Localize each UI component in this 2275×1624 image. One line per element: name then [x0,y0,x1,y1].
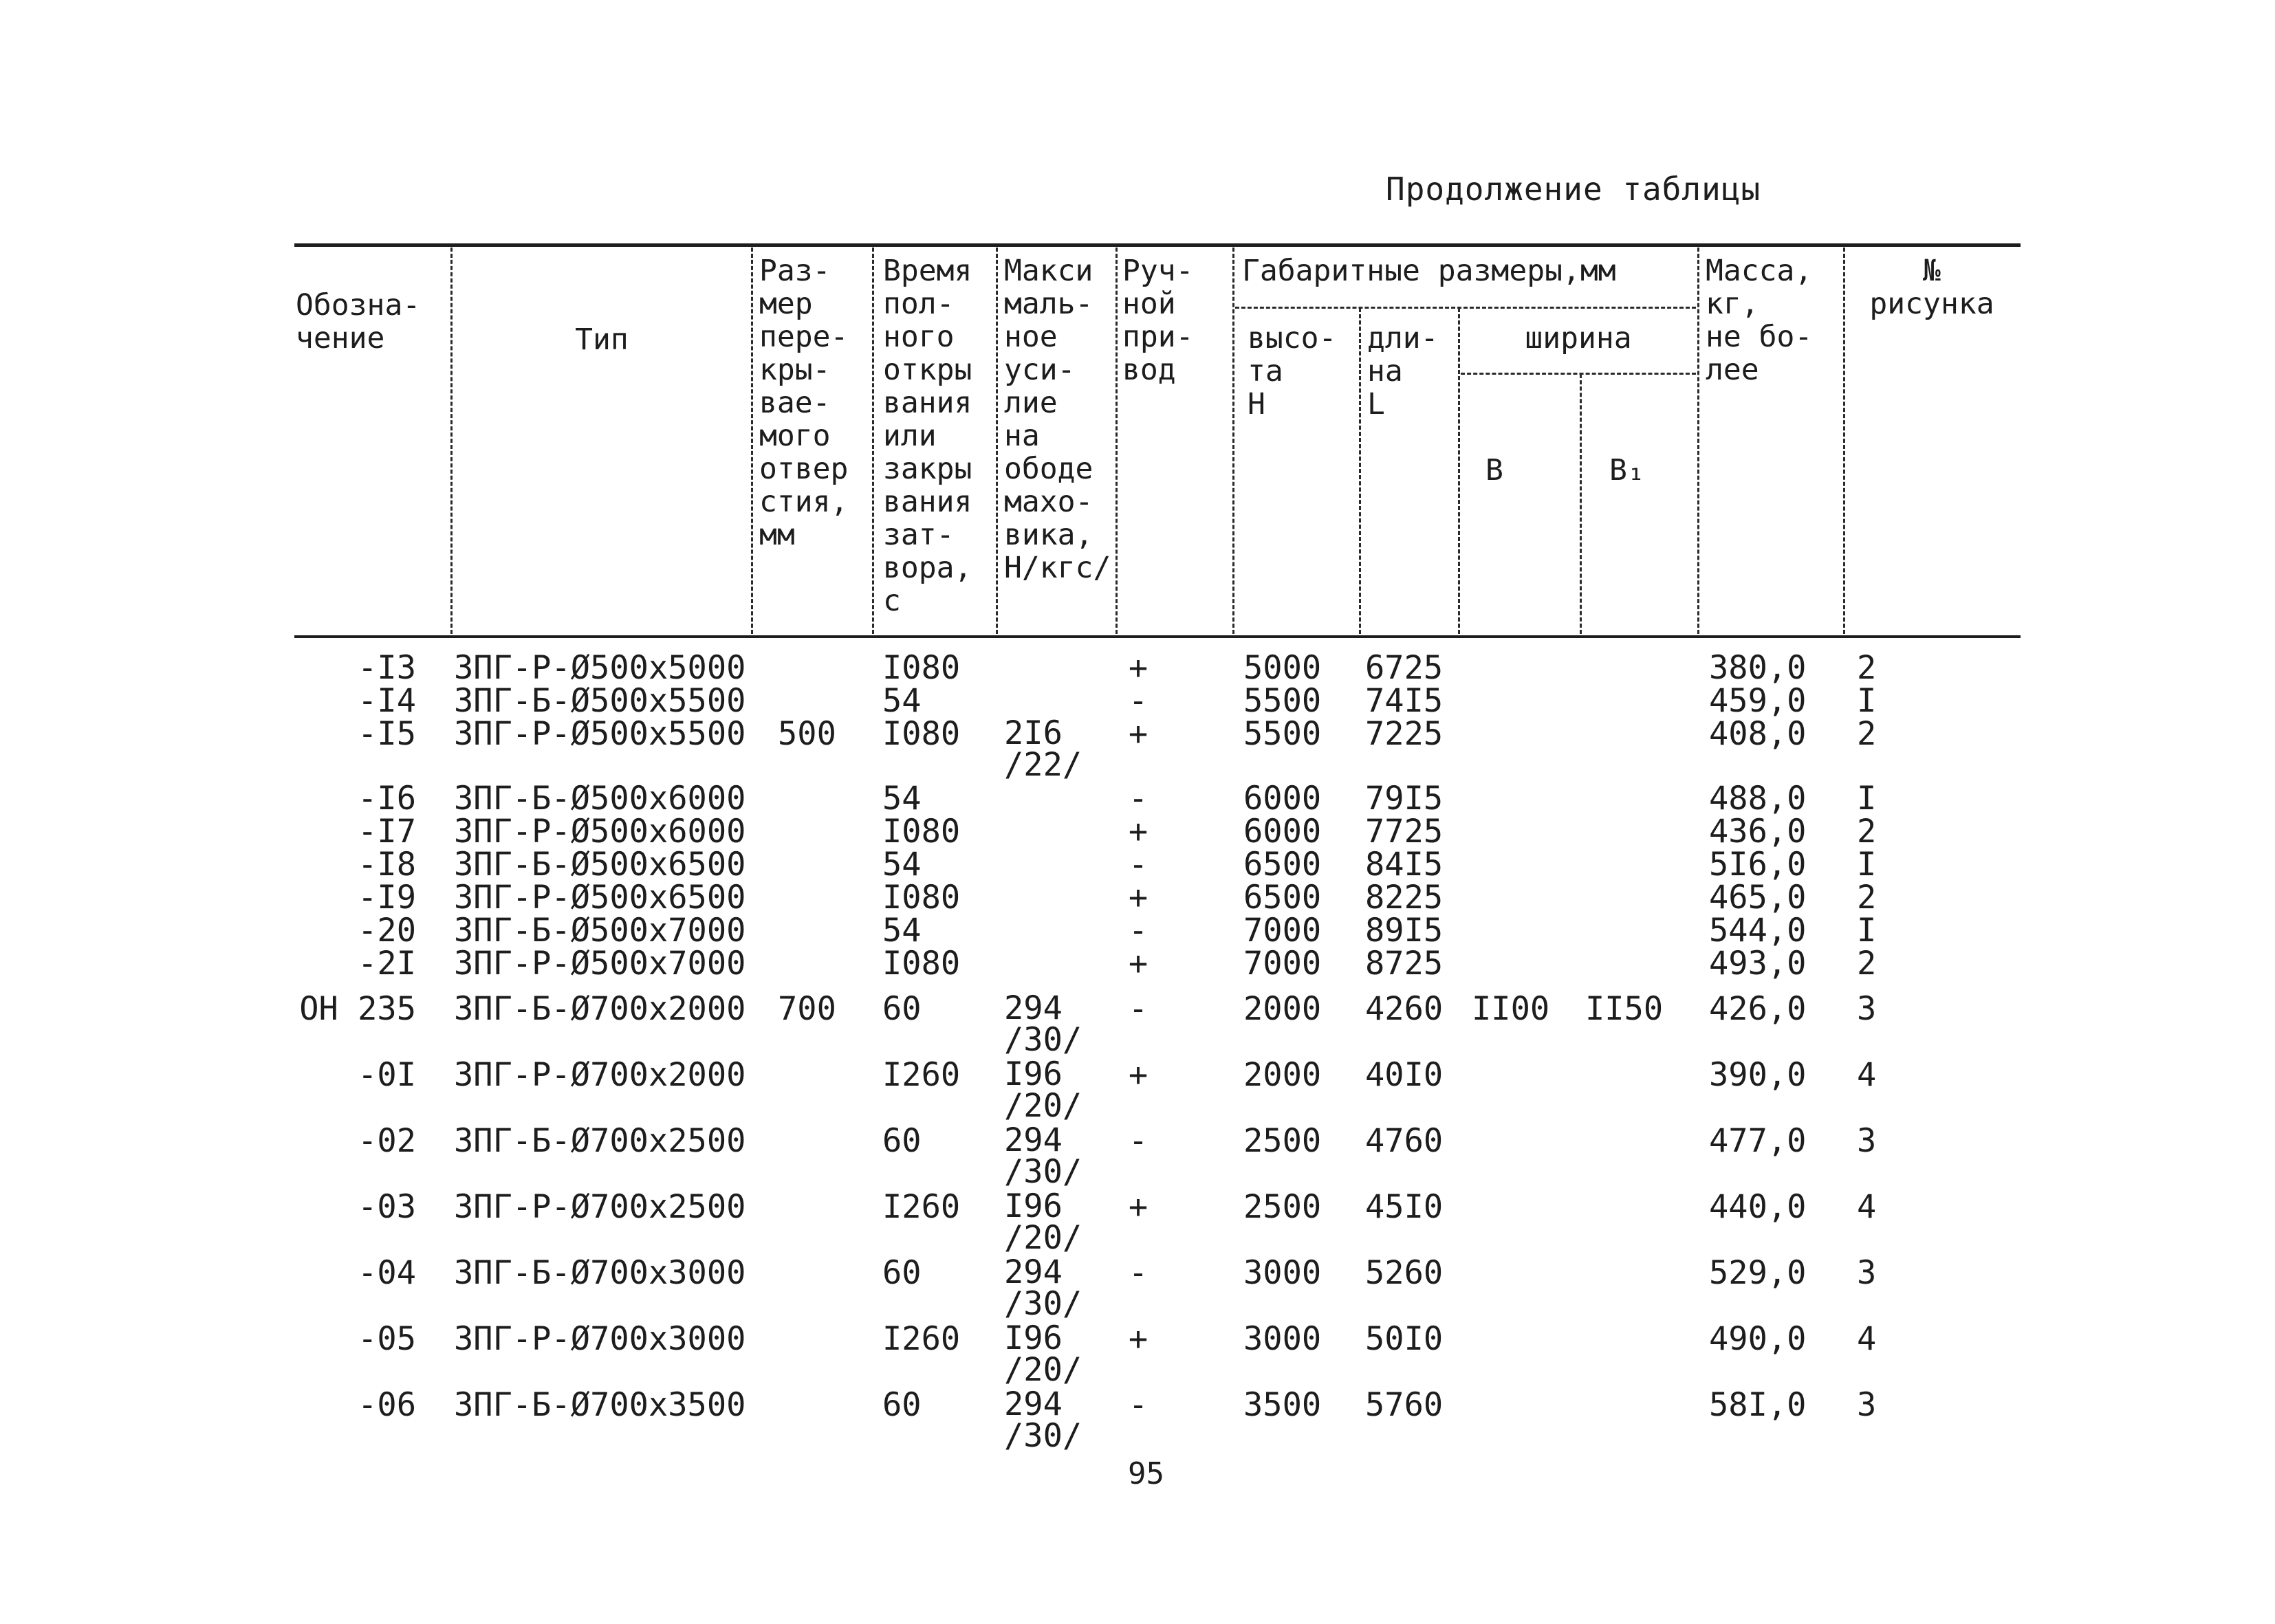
cell-time: I260 [882,1320,961,1358]
cell-designation: -06 [358,1386,416,1424]
cell-manual-drive: + [1128,1188,1149,1226]
cell-mass: 544,0 [1709,912,1807,950]
cell-length: 89I5 [1365,912,1444,950]
column-divider [872,248,874,634]
cell-type: ЗПГ-Б-Ø700х3500 [454,1386,746,1424]
header-designation: Обозна- чение [296,289,421,355]
cell-max-force: 294 /30/ [1004,1385,1082,1455]
cell-figure: 3 [1857,990,1877,1028]
cell-manual-drive: - [1128,912,1149,950]
cell-time: I260 [882,1188,961,1226]
cell-length: 8725 [1365,945,1444,983]
column-divider [450,248,453,634]
cell-length: 40I0 [1365,1056,1444,1094]
cell-manual-drive: - [1128,1254,1149,1292]
cell-height: 2000 [1243,990,1322,1028]
cell-type: ЗПГ-Р-Ø500х6500 [454,879,746,917]
header-type: Тип [575,323,629,356]
cell-max-force: I96 /20/ [1004,1319,1082,1389]
cell-height: 3000 [1243,1320,1322,1358]
header-figure-number: № рисунка [1869,254,1994,320]
header-bottom-rule [294,635,2021,638]
cell-height: 2000 [1243,1056,1322,1094]
cell-mass: 390,0 [1709,1056,1807,1094]
column-divider [1232,248,1234,634]
cell-time: 60 [882,1122,922,1160]
cell-manual-drive: + [1128,1056,1149,1094]
cell-figure: I [1857,682,1877,720]
column-divider [1580,374,1582,634]
cell-type: ЗПГ-Р-Ø500х5000 [454,649,746,687]
column-divider [1843,248,1845,634]
cell-time: 54 [882,912,922,950]
cell-mass: 436,0 [1709,813,1807,851]
cell-time: 60 [882,990,922,1028]
cell-type: ЗПГ-Р-Ø500х6000 [454,813,746,851]
cell-height: 2500 [1243,1188,1322,1226]
column-divider [751,248,753,634]
cell-opening-size: 700 [778,990,836,1028]
cell-figure: 4 [1857,1188,1877,1226]
cell-opening-size: 500 [778,715,836,753]
header-time: Время пол- ного откры вания или закры вания зат- вора, с [883,254,972,617]
header-overall-dimensions: Габаритные размеры,мм [1242,254,1616,287]
cell-time: I080 [882,715,961,753]
cell-mass: 58I,0 [1709,1386,1807,1424]
cell-manual-drive: - [1128,846,1149,884]
cell-mass: 408,0 [1709,715,1807,753]
cell-length: 79I5 [1365,780,1444,818]
cell-type: ЗПГ-Б-Ø700х2500 [454,1122,746,1160]
cell-length: 8225 [1365,879,1444,917]
cell-length: 74I5 [1365,682,1444,720]
cell-designation: -I4 [358,682,416,720]
header-subrule [1235,307,1696,309]
cell-designation: -2I [358,945,416,983]
cell-type: ЗПГ-Б-Ø500х6500 [454,846,746,884]
cell-designation: -I8 [358,846,416,884]
cell-height: 6000 [1243,780,1322,818]
column-divider [1115,248,1118,634]
cell-type: ЗПГ-Р-Ø500х7000 [454,945,746,983]
cell-designation: -I5 [358,715,416,753]
cell-height: 6000 [1243,813,1322,851]
cell-designation: -0I [358,1056,416,1094]
cell-type: ЗПГ-Б-Ø700х3000 [454,1254,746,1292]
cell-time: I080 [882,879,961,917]
cell-figure: 2 [1857,945,1877,983]
header-manual-drive: Руч- ной при- вод [1122,254,1194,386]
header-max-force: Макси маль- ное уси- лие на ободе махо- вика, Н/кгс/ [1004,254,1111,584]
cell-mass: 380,0 [1709,649,1807,687]
cell-type: ЗПГ-Р-Ø700х3000 [454,1320,746,1358]
header-width-b: В [1485,454,1503,487]
cell-manual-drive: + [1128,715,1149,753]
cell-designation: -I9 [358,879,416,917]
cell-length: 50I0 [1365,1320,1444,1358]
header-opening-size: Раз- мер пере- кры- вае- мого отвер стия, мм [759,254,849,551]
cell-length: 6725 [1365,649,1444,687]
cell-width-b1: II50 [1585,990,1664,1028]
cell-time: 54 [882,780,922,818]
cell-height: 3000 [1243,1254,1322,1292]
cell-max-force: I96 /20/ [1004,1187,1082,1257]
cell-designation: -03 [358,1188,416,1226]
cell-figure: 3 [1857,1122,1877,1160]
cell-figure: I [1857,846,1877,884]
cell-max-force: 294 /30/ [1004,1121,1082,1191]
cell-figure: 2 [1857,715,1877,753]
cell-height: 5000 [1243,649,1322,687]
cell-designation: -20 [358,912,416,950]
cell-manual-drive: - [1128,1122,1149,1160]
cell-figure: 3 [1857,1386,1877,1424]
cell-figure: 3 [1857,1254,1877,1292]
cell-mass: 493,0 [1709,945,1807,983]
cell-length: 45I0 [1365,1188,1444,1226]
cell-mass: 440,0 [1709,1188,1807,1226]
cell-length: 4760 [1365,1122,1444,1160]
cell-mass: 5I6,0 [1709,846,1807,884]
column-divider [1458,308,1460,634]
header-length: дли- на L [1367,322,1439,421]
cell-height: 7000 [1243,945,1322,983]
cell-max-force: 294 /30/ [1004,1253,1082,1323]
header-subrule [1461,373,1696,375]
page-number: 95 [1128,1456,1164,1491]
cell-height: 3500 [1243,1386,1322,1424]
cell-figure: I [1857,780,1877,818]
cell-figure: 2 [1857,879,1877,917]
cell-height: 6500 [1243,879,1322,917]
cell-length: 84I5 [1365,846,1444,884]
cell-designation: -04 [358,1254,416,1292]
cell-type: ЗПГ-Р-Ø700х2000 [454,1056,746,1094]
cell-height: 5500 [1243,682,1322,720]
cell-designation: -05 [358,1320,416,1358]
cell-mass: 477,0 [1709,1122,1807,1160]
cell-max-force: 294 /30/ [1004,989,1082,1059]
cell-mass: 529,0 [1709,1254,1807,1292]
cell-manual-drive: - [1128,1386,1149,1424]
cell-time: I260 [882,1056,961,1094]
cell-figure: 2 [1857,813,1877,851]
cell-manual-drive: + [1128,879,1149,917]
cell-type: ЗПГ-Б-Ø500х6000 [454,780,746,818]
cell-type: ЗПГ-Р-Ø700х2500 [454,1188,746,1226]
cell-length: 5760 [1365,1386,1444,1424]
cell-time: 60 [882,1254,922,1292]
cell-height: 2500 [1243,1122,1322,1160]
column-divider [996,248,998,634]
cell-manual-drive: + [1128,945,1149,983]
cell-designation: -02 [358,1122,416,1160]
header-height: высо- та Н [1248,322,1337,421]
continued-caption: Продолжение таблицы [1386,171,1761,208]
cell-time: 54 [882,682,922,720]
cell-length: 7225 [1365,715,1444,753]
table-top-rule [294,243,2021,247]
cell-type: ЗПГ-Б-Ø500х5500 [454,682,746,720]
cell-mass: 459,0 [1709,682,1807,720]
cell-mass: 465,0 [1709,879,1807,917]
cell-length: 5260 [1365,1254,1444,1292]
cell-length: 7725 [1365,813,1444,851]
cell-type: ЗПГ-Р-Ø500х5500 [454,715,746,753]
cell-height: 5500 [1243,715,1322,753]
cell-manual-drive: - [1128,780,1149,818]
cell-figure: I [1857,912,1877,950]
cell-mass: 490,0 [1709,1320,1807,1358]
cell-length: 4260 [1365,990,1444,1028]
cell-manual-drive: + [1128,649,1149,687]
cell-max-force: 2I6 /22/ [1004,714,1082,784]
cell-figure: 2 [1857,649,1877,687]
cell-designation: -I3 [358,649,416,687]
cell-time: 54 [882,846,922,884]
cell-manual-drive: - [1128,682,1149,720]
cell-time: I080 [882,945,961,983]
cell-designation: ОН 235 [299,990,416,1028]
cell-manual-drive: + [1128,1320,1149,1358]
cell-figure: 4 [1857,1320,1877,1358]
cell-mass: 488,0 [1709,780,1807,818]
cell-manual-drive: - [1128,990,1149,1028]
header-mass: Масса, кг, не бо- лее [1706,254,1813,386]
cell-manual-drive: + [1128,813,1149,851]
header-width-b1: В₁ [1609,454,1645,487]
cell-width-b: II00 [1472,990,1550,1028]
cell-height: 7000 [1243,912,1322,950]
cell-time: I080 [882,649,961,687]
cell-designation: -I7 [358,813,416,851]
header-width: ширина [1525,322,1632,355]
cell-mass: 426,0 [1709,990,1807,1028]
cell-type: ЗПГ-Б-Ø700х2000 [454,990,746,1028]
cell-time: 60 [882,1386,922,1424]
column-divider [1359,308,1361,634]
cell-designation: -I6 [358,780,416,818]
cell-figure: 4 [1857,1056,1877,1094]
column-divider [1697,248,1699,634]
cell-time: I080 [882,813,961,851]
cell-type: ЗПГ-Б-Ø500х7000 [454,912,746,950]
cell-max-force: I96 /20/ [1004,1055,1082,1125]
cell-height: 6500 [1243,846,1322,884]
